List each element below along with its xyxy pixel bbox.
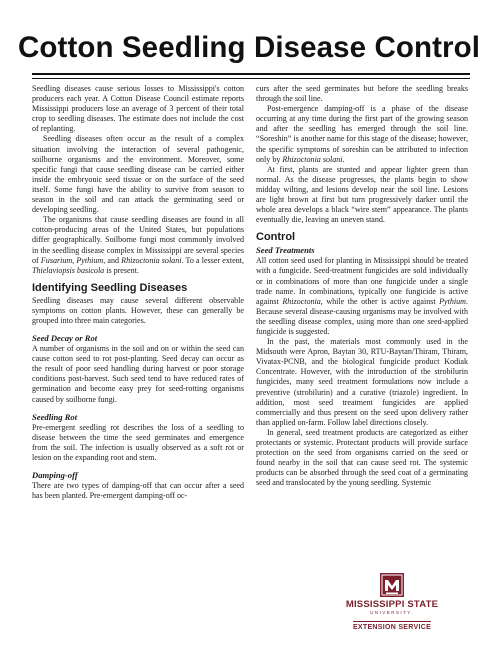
organisms-paragraph: The organisms that cause seedling diseases are found in all cotton-producing areas of the United States, but populations differ geographically. Soilborne fungi most commonly involved in the seedling disease complex in Mississippi are several species of Fusarium, Pythium, and Rhizoctonia solani. To a lesser extent, Thielaviopsis basicola is present. — [32, 215, 244, 275]
complex-paragraph: Seedling diseases often occur as the result of a complex situation involving the interaction of several pathogenic, soilborne organisms and the environment. Moreover, some specific fungi that cause seedling disease can be carried either inside the embryonic seed tissue or on the surface of the seed itself. Some fungi have the ability to survive from season to season in the soil and can attack the germinating seed or developing seedling. — [32, 134, 244, 215]
logo-extension: EXTENSION SERVICE — [353, 621, 431, 632]
page-title: Cotton Seedling Disease Control — [18, 31, 481, 64]
damping-off-heading: Damping-off — [32, 470, 78, 480]
msu-logo-icon — [379, 572, 405, 598]
protectants-paragraph: In general, seed treatment products are categorized as either protectants or systemic. Protectant products will provide surface protection on the seed from organisms carried on the seed or found nearby in the soil that can cause seed rot. The systemic products can be absorbed through the seed coat of a germinating seed and translocated by the young seedling. Systemic — [256, 427, 468, 488]
logo-name: MISSISSIPPI STATE — [345, 599, 439, 610]
seed-treatments-paragraph: All cotton seed used for planting in Mississippi should be treated with a fungicide. Seed-treatment fungicides are sold individually or in combinations of more than one fungicide under a single trade name. In combinations, typically one fungicide is active against Rhizoctonia, while the other is active against Pythium. Because several disease-causing organisms may be involved with the seedling disease complex, using more than one seed-applied fungicide is suggested. — [256, 256, 468, 336]
identifying-paragraph: Seedling diseases may cause several different observable symptoms on cotton plants. However, these can generally be grouped into three main categories. — [32, 295, 244, 325]
right-column — [256, 84, 468, 488]
title-rule-thick — [32, 73, 470, 75]
msu-extension-logo — [340, 572, 444, 634]
title-rule-thin — [32, 78, 470, 79]
damping-off-paragraph: There are two types of damping-off that can occur after a seed has been planted. Pre-emergent damping-off oc- — [32, 481, 244, 501]
materials-paragraph: In the past, the materials most commonly used in the Midsouth were Apron, Baytan 30, RTU-Baytan/Thiram, Thiram, Vivatax-PCNB, and the biological fungicide product Kodiak Concentrate. However, with the introduction of the strobilurin fungicides, many seed treatment formulations now include a preventive (strobilurin) and a curative (triazole) ingredient. In addition, most seed treatment fungicides are applied commercially and thus present on the seed upon delivery rather than applied on-farm. Follow label directions closely. — [256, 337, 468, 427]
seedling-rot-paragraph: Pre-emergent seedling rot describes the loss of a seedling to disease between the time the seed germinates and emergence from the soil. The infection is usually observed as a soft rot or lesion on the expanding root and stem. — [32, 422, 244, 462]
intro-paragraph: Seedling diseases cause serious losses to Mississippi's cotton producers each year. A Cotton Disease Council estimate reports Mississippi producers lose an average of 3 percent of their total crop to seedling diseases. The estimate does not include the cost of replanting. — [32, 84, 244, 134]
logo-sub: UNIVERSITY. — [370, 610, 414, 615]
left-column — [32, 84, 244, 501]
seed-treatments-heading: Seed Treatments — [256, 245, 315, 256]
damping-continued-paragraph: curs after the seed germinates but before the seedling breaks through the soil line. — [256, 84, 468, 104]
identifying-heading: Identifying Seedling Diseases — [32, 281, 188, 294]
seedling-rot-heading: Seedling Rot — [32, 411, 78, 422]
post-emergence-paragraph: Post-emergence damping-off is a phase of the disease occurring at any time during the first part of the growing season and after the seedling has emerged through the soil line. “Soreshin” is another name for this stage of the disease; however, the specific symptoms of soreshin can be attributed to infection only by Rhizoctonia solani. — [256, 104, 468, 164]
control-heading: Control — [256, 231, 296, 244]
seed-decay-heading: Seed Decay or Rot — [32, 333, 98, 344]
seed-decay-paragraph: A number of organisms in the soil and on or within the seed can cause cotton seed to rot post-planting. Seed decay can occur as the result of poor seed handling during harvest or poor storage conditions post-harvest. Such seed tend to have reduced rates of germination and become easy prey for seed-rotting organisms caused by soilborne fungi. — [32, 344, 244, 404]
symptoms-paragraph: At first, plants are stunted and appear lighter green than normal. As the disease progresses, the plants begin to show midday wilting, and lesions develop near the soil line. Lesions are light brown at first but turn progressively darker until the whole area develops a black “wire stem” appearance. The plants eventually die, leaving an uneven stand. — [256, 164, 468, 225]
